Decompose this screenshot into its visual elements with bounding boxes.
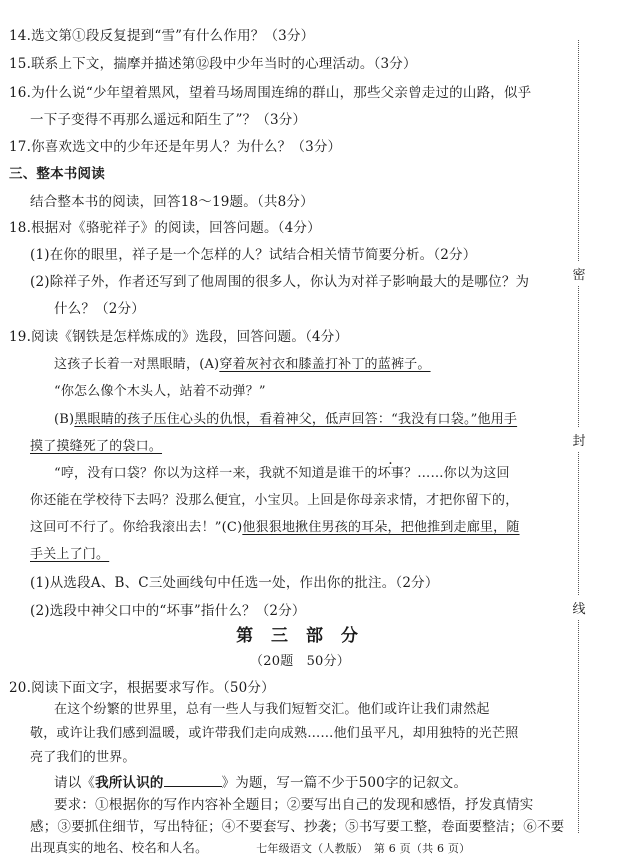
excerpt-p4-line3 [30, 518, 520, 538]
title-req-post: 》为题，写一篇不少于500字的记叙文。 [221, 775, 468, 791]
question-19-2: (2)选段中神父口中的“坏事”指什么？（2分） [30, 603, 306, 619]
section-3-intro: 结合整本书的阅读，回答18～19题。（共8分） [30, 194, 314, 210]
prompt-line2: 敬，或许让我们感到温暖，或许带我们走向成熟……他们虽平凡，却用独特的光芒照 [30, 726, 519, 741]
excerpt-underline-c: 他狠狠地揪住男孩的耳朵，把他推到走廊里，随 [242, 520, 520, 535]
excerpt-p4-line4 [30, 545, 109, 565]
question-19: 19.阅读《钢铁是怎样炼成的》选段，回答问题。（4分） [9, 329, 349, 345]
emphasis-huaishi: 坏事 [377, 466, 405, 481]
section-3-heading: 三、整本书阅读 [9, 166, 105, 182]
prompt-line3: 亮了我们的世界。 [30, 750, 136, 765]
excerpt-p4-line3-text: 这回可不行了。你给我滚出去！”(C) [30, 520, 243, 535]
title-blank [164, 772, 222, 787]
question-14: 14.选文第①段反复提到“雪”有什么作用？（3分） [9, 28, 315, 44]
excerpt-p4-line1 [54, 464, 510, 484]
question-18-2-line1: (2)除祥子外，作者还写到了他周围的很多人，你认为对祥子影响最大的是哪位？为 [30, 274, 530, 290]
excerpt-label-b: (B) [54, 412, 75, 427]
excerpt-p3-line1 [54, 410, 517, 430]
title-req-bold: 我所认识的 [95, 775, 164, 791]
question-20: 20.阅读下面文字，根据要求写作。（50分） [9, 680, 275, 696]
question-16-line2: 一下子变得不再那么遥远和陌生了”？（3分） [30, 112, 307, 128]
part-3-subtitle: （20题 50分） [250, 654, 350, 669]
binding-mark-xian: 线 [571, 596, 587, 619]
page-footer: 七年级语文（人教版） 第 6 页（共 6 页） [256, 842, 471, 855]
question-18: 18.根据对《骆驼祥子》的阅读，回答问题。（4分） [9, 220, 321, 236]
requirements-line1: 要求：①根据你的写作内容补全题目；②要写出自己的发现和感悟，抒发真情实 [54, 797, 534, 813]
question-18-2-line2: 什么？（2分） [54, 301, 145, 317]
excerpt-p1-text: 这孩子长着一对黑眼睛，(A) [54, 357, 220, 372]
excerpt-p2: “你怎么像个木头人，站着不动弹？” [54, 384, 266, 399]
question-15: 15.联系上下文，揣摩并描述第⑫段中少年当时的心理活动。（3分） [9, 56, 417, 72]
question-19-1: (1)从选段A、B、C三处画线句中任选一处，作出你的批注。（2分） [30, 575, 439, 591]
excerpt-underline-a: 穿着灰衬衣和膝盖打补丁的蓝裤子。 [219, 357, 431, 372]
excerpt-underline-c-2: 手关上了门。 [30, 547, 110, 562]
part-3-title: 第 三 部 分 [236, 626, 364, 646]
question-17: 17.你喜欢选文中的少年还是年男人？为什么？（3分） [9, 139, 342, 155]
requirements-line3 [30, 838, 470, 859]
binding-mark-feng: 封 [571, 428, 587, 451]
title-req-pre: 请以《 [54, 775, 96, 791]
excerpt-p3-line2 [30, 437, 162, 457]
excerpt-p1 [54, 355, 431, 375]
title-requirement [54, 772, 467, 793]
excerpt-underline-b: 黑眼睛的孩子压住心头的仇恨，看着神父，低声回答：“我没有口袋。”他用手 [74, 412, 518, 427]
excerpt-p4-text-c: ？……你以为这回 [404, 466, 510, 481]
requirements-line2: 感；③要抓住细节，写出特征；④不要套写、抄袭；⑤书写要工整，卷面要整洁；⑥不要 [30, 819, 565, 835]
binding-mark-mi: 密 [571, 262, 587, 285]
excerpt-underline-b-2: 摸了摸缝死了的袋口。 [30, 439, 163, 454]
question-18-1: (1)在你的眼里，祥子是一个怎样的人？试结合相关情节简要分析。（2分） [30, 247, 477, 263]
excerpt-p4-text-a: “哼，没有口袋？你以为这样一来，我就不知道是谁干的 [54, 466, 378, 481]
requirements-line3-text: 出现真实的地名、校名和人名。 [30, 840, 208, 855]
question-16-line1: 16.为什么说“少年望着黑风，望着马场周围连绵的群山，那些父亲曾走过的山路，似乎 [9, 85, 532, 101]
prompt-line1: 在这个纷繁的世界里，总有一些人与我们短暂交汇。他们或许让我们肃然起 [54, 702, 490, 717]
excerpt-p4-line2: 你还能在学校待下去吗？没那么便宜，小宝贝。上回是你母亲求情，才把你留下的， [30, 493, 519, 508]
